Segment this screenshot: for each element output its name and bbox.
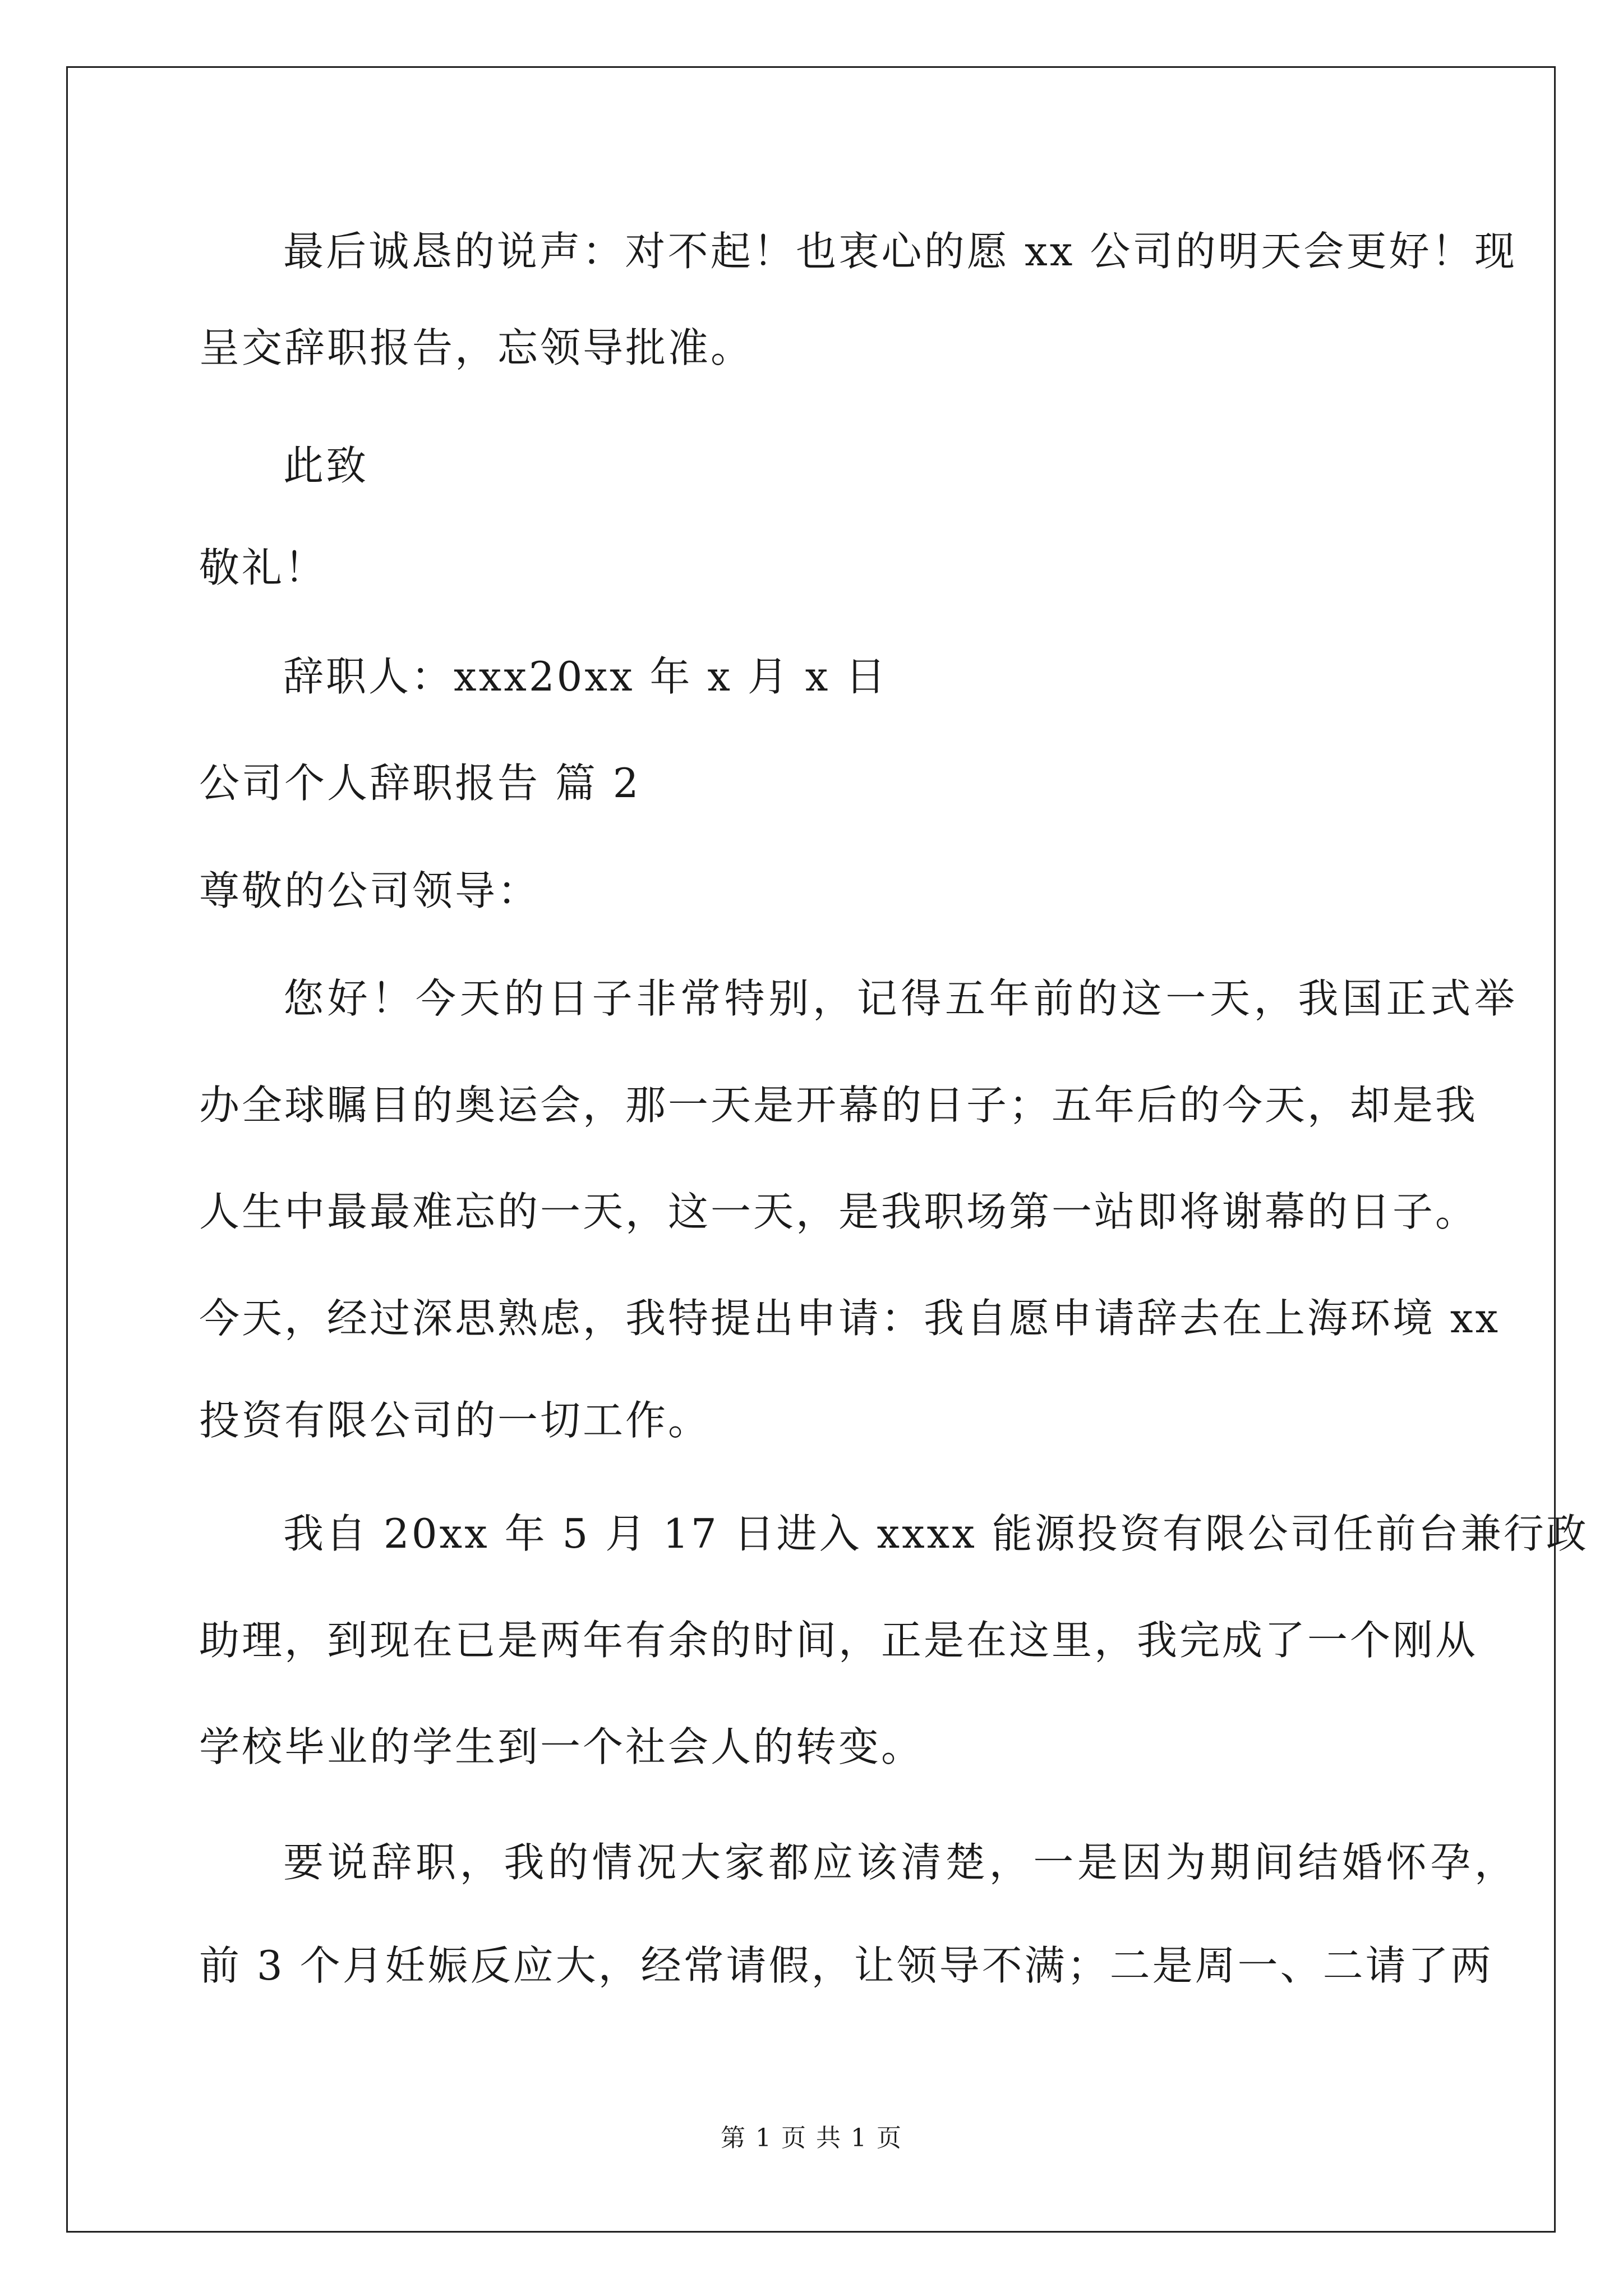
paragraph-line: 前 3 个月妊娠反应大，经常请假，让领导不满；二是周一、二请了两 bbox=[199, 1942, 1493, 1989]
closing-regards: 敬礼！ bbox=[199, 544, 328, 591]
paragraph-line: 办全球瞩目的奥运会，那一天是开幕的日子；五年后的今天，却是我 bbox=[199, 1082, 1478, 1129]
closing-salutation: 此致 bbox=[283, 442, 369, 489]
paragraph-line: 我自 20xx 年 5 月 17 日进入 xxxx 能源投资有限公司任前台兼行政 bbox=[283, 1510, 1589, 1557]
paragraph-line: 今天，经过深思熟虑，我特提出申请：我自愿申请辞去在上海环境 xx bbox=[199, 1295, 1501, 1342]
paragraph-line: 您好！今天的日子非常特别，记得五年前的这一天，我国正式举 bbox=[283, 975, 1517, 1022]
salutation: 尊敬的公司领导： bbox=[199, 867, 541, 914]
section-heading: 公司个人辞职报告 篇 2 bbox=[199, 760, 641, 807]
paragraph-line: 要说辞职，我的情况大家都应该清楚，一是因为期间结婚怀孕， bbox=[283, 1839, 1517, 1886]
paragraph-line: 呈交辞职报告，忘领导批准。 bbox=[199, 324, 754, 371]
page-border bbox=[66, 66, 1589, 2233]
signature-line: 辞职人：xxx20xx 年 x 月 x 日 bbox=[283, 653, 888, 700]
paragraph-line: 学校毕业的学生到一个社会人的转变。 bbox=[199, 1723, 924, 1770]
page-number-footer: 第 1 页 共 1 页 bbox=[721, 2124, 902, 2152]
paragraph-line: 最后诚恳的说声：对不起！也衷心的愿 xx 公司的明天会更好！现 bbox=[283, 228, 1517, 275]
paragraph-line: 助理，到现在已是两年有余的时间，正是在这里，我完成了一个刚从 bbox=[199, 1617, 1478, 1664]
paragraph-line: 人生中最最难忘的一天，这一天，是我职场第一站即将谢幕的日子。 bbox=[199, 1188, 1478, 1235]
paragraph-line: 投资有限公司的一切工作。 bbox=[199, 1397, 711, 1444]
